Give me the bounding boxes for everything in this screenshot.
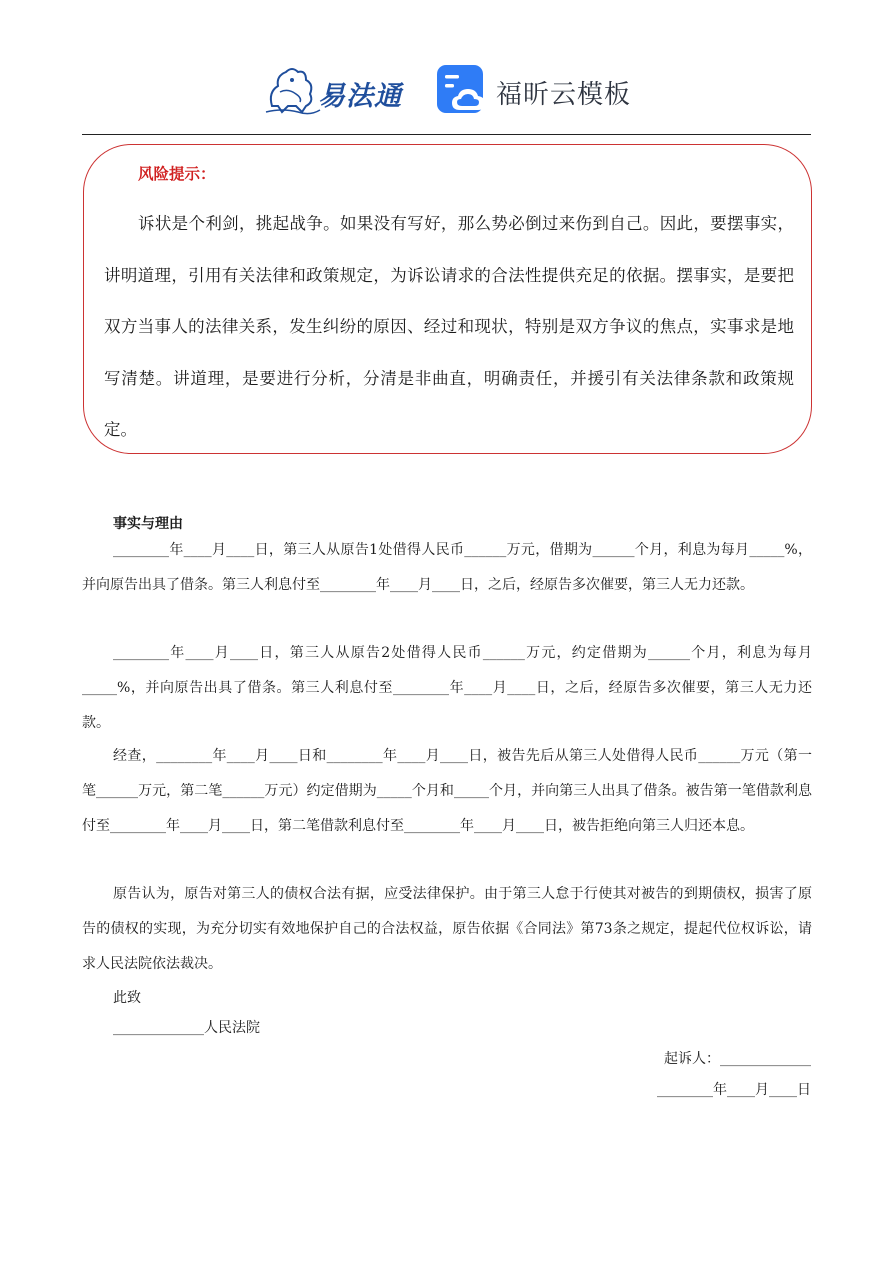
fact-paragraph-4: 原告认为，原告对第三人的债权合法有据，应受法律保护。由于第三人怠于行使其对被告的到期债权，损害了原告的债权的实现，为充分切实有效地保护自己的合法权益，原告依据《合同法》第73条之规定，提起代位权诉讼，请求人民法院依法裁决。 [82, 886, 812, 972]
qilin-icon [262, 62, 322, 118]
fact-paragraph-3: 经查，________年____月____日和________年____月____日，被告先后从第三人处借得人民币______万元（第一笔______万元，第二笔______万元）约定借期为_____个月和_____个月，并向第三人出具了借条。被告第一笔借款利息付至________年____月____日，第二笔借款利息付至________年____月____日，被告拒绝向第三人归还本息。 [82, 748, 812, 834]
court-line: _____________人民法院 [113, 1020, 260, 1036]
fact-paragraph-1: ________年____月____日，第三人从原告1处借得人民币______万元，借期为______个月，利息为每月_____%，并向原告出具了借条。第三人利息付至________年____月____日，之后，经原告多次催要，第三人无力还款。 [82, 542, 812, 593]
yifatong-logo [262, 62, 412, 118]
fact-paragraph-2: ________年____月____日，第三人从原告2处借得人民币______万元，约定借期为______个月，利息为每月_____%，并向原告出具了借条。第三人利息付至________年____月____日，之后，经原告多次催要，第三人无力还款。 [82, 645, 812, 731]
risk-warning-text: 诉状是个利剑，挑起战争。如果没有写好，那么势必倒过来伤到自己。因此，要摆事实，讲明道理，引用有关法律和政策规定，为诉讼请求的合法性提供充足的依据。摆事实，是要把双方当事人的法律关系，发生纠纷的原因、经过和现状，特别是双方争议的焦点，实事求是地写清楚。讲道理，是要进行分析，分清是非曲直，明确责任，并援引有关法律条款和政策规定。 [104, 214, 794, 439]
salutation: 此致 [113, 990, 141, 1006]
header-divider [82, 134, 811, 135]
plaintiff-signature-line: 起诉人：_____________ [664, 1051, 811, 1067]
signature-date-line: ________年____月____日 [657, 1082, 811, 1098]
foxit-brand-text: 福昕云模板 [496, 80, 632, 110]
risk-warning-title: 风险提示： [138, 165, 216, 183]
cloud-document-icon [436, 64, 488, 116]
section-title: 事实与理由 [113, 516, 183, 532]
foxit-template-logo [436, 64, 636, 118]
page-header [0, 56, 893, 122]
yifatong-brand-text: 易法通 [318, 81, 402, 112]
